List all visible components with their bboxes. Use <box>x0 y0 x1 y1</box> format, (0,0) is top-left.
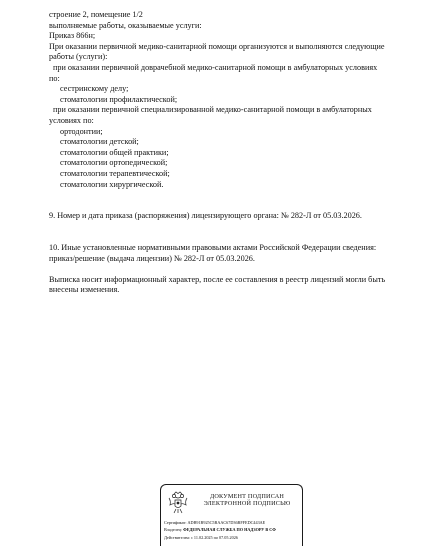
services-heading: выполняемые работы, оказываемые услуги: <box>49 20 202 30</box>
document-body <box>49 10 411 296</box>
service-item: стоматологии ортопедической; <box>60 158 168 168</box>
item-10-line-2: приказ/решение (выдача лицензии) № 282-Л от 05.03.2026. <box>49 253 255 263</box>
service-item: ортодонтии; <box>60 126 103 136</box>
item-10-line-1: 10. Иные установленные нормативными правовыми актами Российской Федерации сведения: <box>49 243 377 253</box>
note-line-2: внесены изменения. <box>49 285 120 295</box>
service-item: сестринскому делу; <box>60 84 129 94</box>
text-line: при оказании первичной специализированной медико-санитарной помощи в амбулаторных <box>53 105 372 115</box>
note-line-1: Выписка носит информационный характер, после ее составления в реестр лицензий могли быть <box>49 274 386 284</box>
text-line: при оказании первичной доврачебной медико-санитарной помощи в амбулаторных условиях <box>53 62 378 72</box>
text-line: При оказании первичной медико-санитарной помощи организуются и выполняются следующие <box>49 41 385 51</box>
address-line: строение 2, помещение 1/2 <box>49 10 143 19</box>
text-line: условиях по: <box>49 115 94 125</box>
service-item: стоматологии терапевтической; <box>60 168 170 178</box>
service-item: стоматологии детской; <box>60 137 139 147</box>
text-line: работы (услуги): <box>49 52 108 62</box>
service-item: стоматологии профилактической; <box>60 94 178 104</box>
item-9: 9. Номер и дата приказа (распоряжения) лицензирующего органа: № 282-Л от 05.03.2026. <box>49 211 362 221</box>
service-item: стоматологии хирургической. <box>60 179 164 189</box>
coat-of-arms-icon <box>165 489 191 515</box>
text-line: по: <box>49 73 60 83</box>
stamp-title: ДОКУМЕНТ ПОДПИСАН ЭЛЕКТРОННОЙ ПОДПИСЬЮ <box>203 493 291 508</box>
electronic-signature-stamp <box>160 484 303 546</box>
certificate-row: Сертификат: ADB91B925C5BAAC67D36BFFEDC443AE <box>164 520 266 525</box>
service-item: стоматологии общей практики; <box>60 147 169 157</box>
owner-row: Владелец: ФЕДЕРАЛЬНАЯ СЛУЖБА ПО НАДЗОРУ В СФ <box>164 527 276 533</box>
order-line: Приказ 866н; <box>49 31 96 41</box>
valid-row: Действителен: с 11.02.2025 по 07.05.2026 <box>164 534 238 540</box>
stamp-details <box>164 519 303 541</box>
